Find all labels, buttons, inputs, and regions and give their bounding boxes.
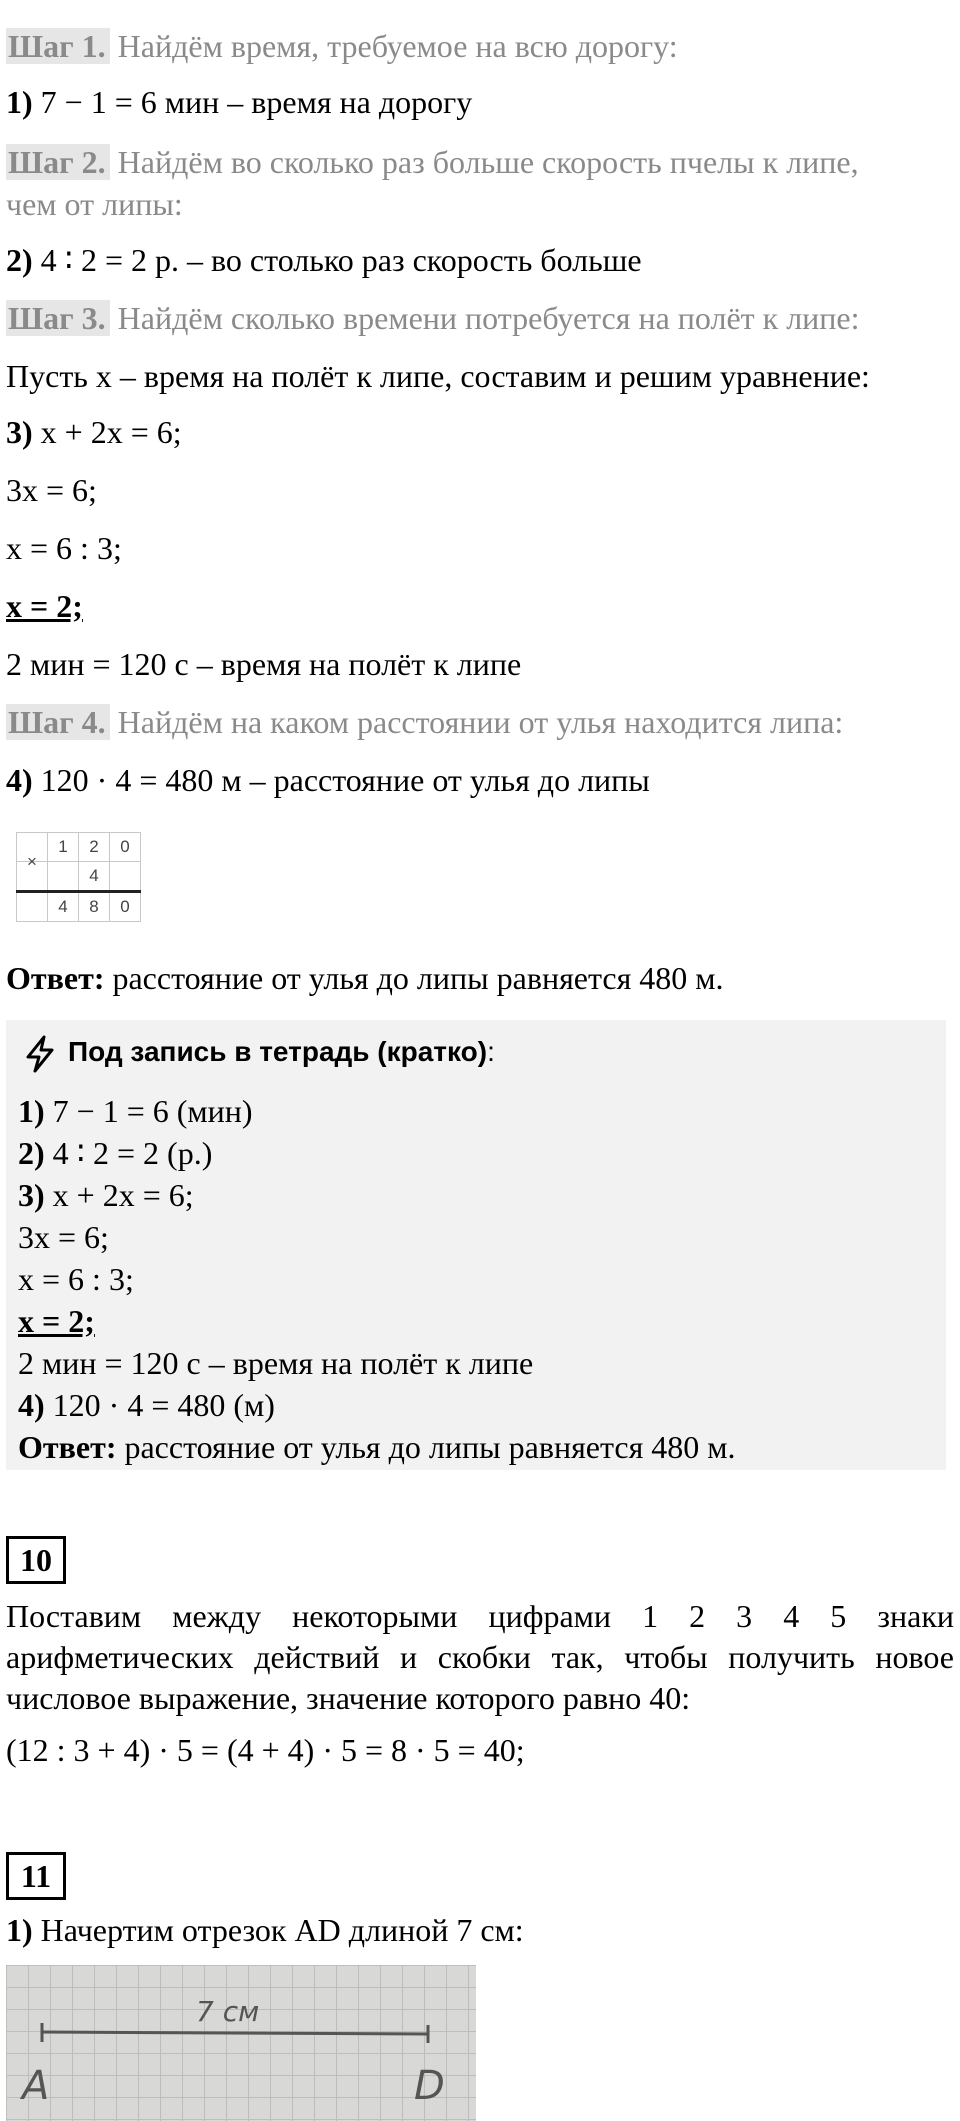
line-text: 4 ∶ 2 = 2 р. – во столько раз скорость больше <box>32 242 642 278</box>
line-text: 7 − 1 = 6 мин – время на дорогу <box>32 84 473 120</box>
note-answer <box>18 1426 736 1468</box>
line-number: 1) <box>18 1093 45 1129</box>
solution-line-2 <box>6 240 642 280</box>
line-number: 2) <box>18 1135 45 1171</box>
step-3 <box>6 298 860 338</box>
line-number: 3) <box>18 1177 45 1213</box>
lightning-icon <box>20 1034 60 1074</box>
segment-length-label: 7 см <box>196 1995 260 2028</box>
step-text: Найдём сколько времени потребуется на полёт к липе: <box>109 300 860 336</box>
note-line: 2 мин = 120 с – время на полёт к липе <box>18 1345 534 1381</box>
line-number: 1) <box>6 1912 33 1948</box>
step-2-cont: чем от липы: <box>6 186 183 222</box>
line-number: 4) <box>6 762 33 798</box>
let-statement: Пусть x – время на полёт к липе, составим и решим уравнение: <box>6 358 870 394</box>
answer-text: расстояние от улья до липы равняется 480 м. <box>116 1429 736 1465</box>
line-text: x + 2x = 6; <box>32 414 182 450</box>
line-text: 4 ∶ 2 = 2 (р.) <box>44 1135 213 1171</box>
step-text: Найдём во сколько раз больше скорость пчелы к липе, <box>109 144 859 180</box>
mult-cell: 4 <box>79 862 110 892</box>
task-number-11: 11 <box>6 1852 66 1900</box>
note-line <box>18 1174 194 1216</box>
task-10-expression: (12 : 3 + 4) · 5 = (4 + 4) · 5 = 8 · 5 = 40; <box>6 1732 525 1768</box>
solution-line-3 <box>6 412 182 452</box>
mult-cell: 4 <box>48 892 79 922</box>
solution-line-4 <box>6 760 650 800</box>
line-number: 4) <box>18 1387 45 1423</box>
answer-text: расстояние от улья до липы равняется 480 м. <box>104 960 724 996</box>
notebook-heading <box>20 1028 495 1076</box>
step-text: Найдём время, требуемое на всю дорогу: <box>109 28 678 64</box>
conversion-line: 2 мин = 120 с – время на полёт к липе <box>6 646 522 682</box>
notebook-title: Под запись в тетрадь (кратко) <box>68 1036 488 1067</box>
note-line: 3x = 6; <box>18 1219 109 1255</box>
step-4 <box>6 702 843 742</box>
point-a-label: A <box>22 2063 50 2109</box>
point-d-label: D <box>414 2063 445 2109</box>
notebook-title-colon: : <box>487 1036 495 1067</box>
equation-result: x = 2; <box>6 588 83 624</box>
note-line: x = 6 : 3; <box>18 1261 134 1297</box>
line-number: 1) <box>6 84 33 120</box>
line-text: 7 − 1 = 6 (мин) <box>44 1093 253 1129</box>
note-line <box>18 1090 253 1132</box>
mult-sign: × <box>17 848 48 878</box>
step-2 <box>6 142 859 182</box>
line-text: 120 · 4 = 480 м – расстояние от улья до липы <box>32 762 650 798</box>
note-line-result: x = 2; <box>18 1303 95 1339</box>
step-label: Шаг 2. <box>6 144 110 180</box>
mult-cell: 2 <box>79 833 110 862</box>
task-10-text: Поставим между некоторыми цифрами 1 2 3 4 5 знаки арифметических действий и скобки так, чтобы получить новое числовое выражение, значение которого равно 40: <box>6 1598 954 1716</box>
answer-label: Ответ: <box>6 960 105 996</box>
segment-drawing <box>6 1965 476 2121</box>
mult-cell: 0 <box>110 833 141 862</box>
step-text: Найдём на каком расстоянии от улья находится липа: <box>109 704 844 740</box>
answer-label: Ответ: <box>18 1429 117 1465</box>
equation-step: 3x = 6; <box>6 472 97 508</box>
line-text: x + 2x = 6; <box>44 1177 194 1213</box>
mult-cell: 0 <box>110 892 141 922</box>
mult-cell: 8 <box>79 892 110 922</box>
step-label: Шаг 3. <box>6 300 110 336</box>
step-1 <box>6 26 678 66</box>
task-11-line-1 <box>6 1910 524 1950</box>
line-text: 120 · 4 = 480 (м) <box>44 1387 275 1423</box>
equation-step: x = 6 : 3; <box>6 530 122 566</box>
note-line <box>18 1384 275 1426</box>
mult-cell: 1 <box>48 833 79 862</box>
task-number-10: 10 <box>6 1536 66 1584</box>
answer-line <box>6 958 724 998</box>
mult-cell <box>17 892 48 922</box>
segment-photo <box>6 1965 476 2121</box>
mult-cell <box>48 862 79 892</box>
line-number: 3) <box>6 414 33 450</box>
step-label: Шаг 4. <box>6 704 110 740</box>
solution-line-1 <box>6 82 472 122</box>
notebook-summary-box <box>6 1020 946 1470</box>
line-number: 2) <box>6 242 33 278</box>
column-multiplication <box>16 832 141 922</box>
step-label: Шаг 1. <box>6 28 110 64</box>
mult-cell <box>110 862 141 892</box>
line-text: Начертим отрезок AD длиной 7 см: <box>32 1912 524 1948</box>
note-line <box>18 1132 212 1174</box>
